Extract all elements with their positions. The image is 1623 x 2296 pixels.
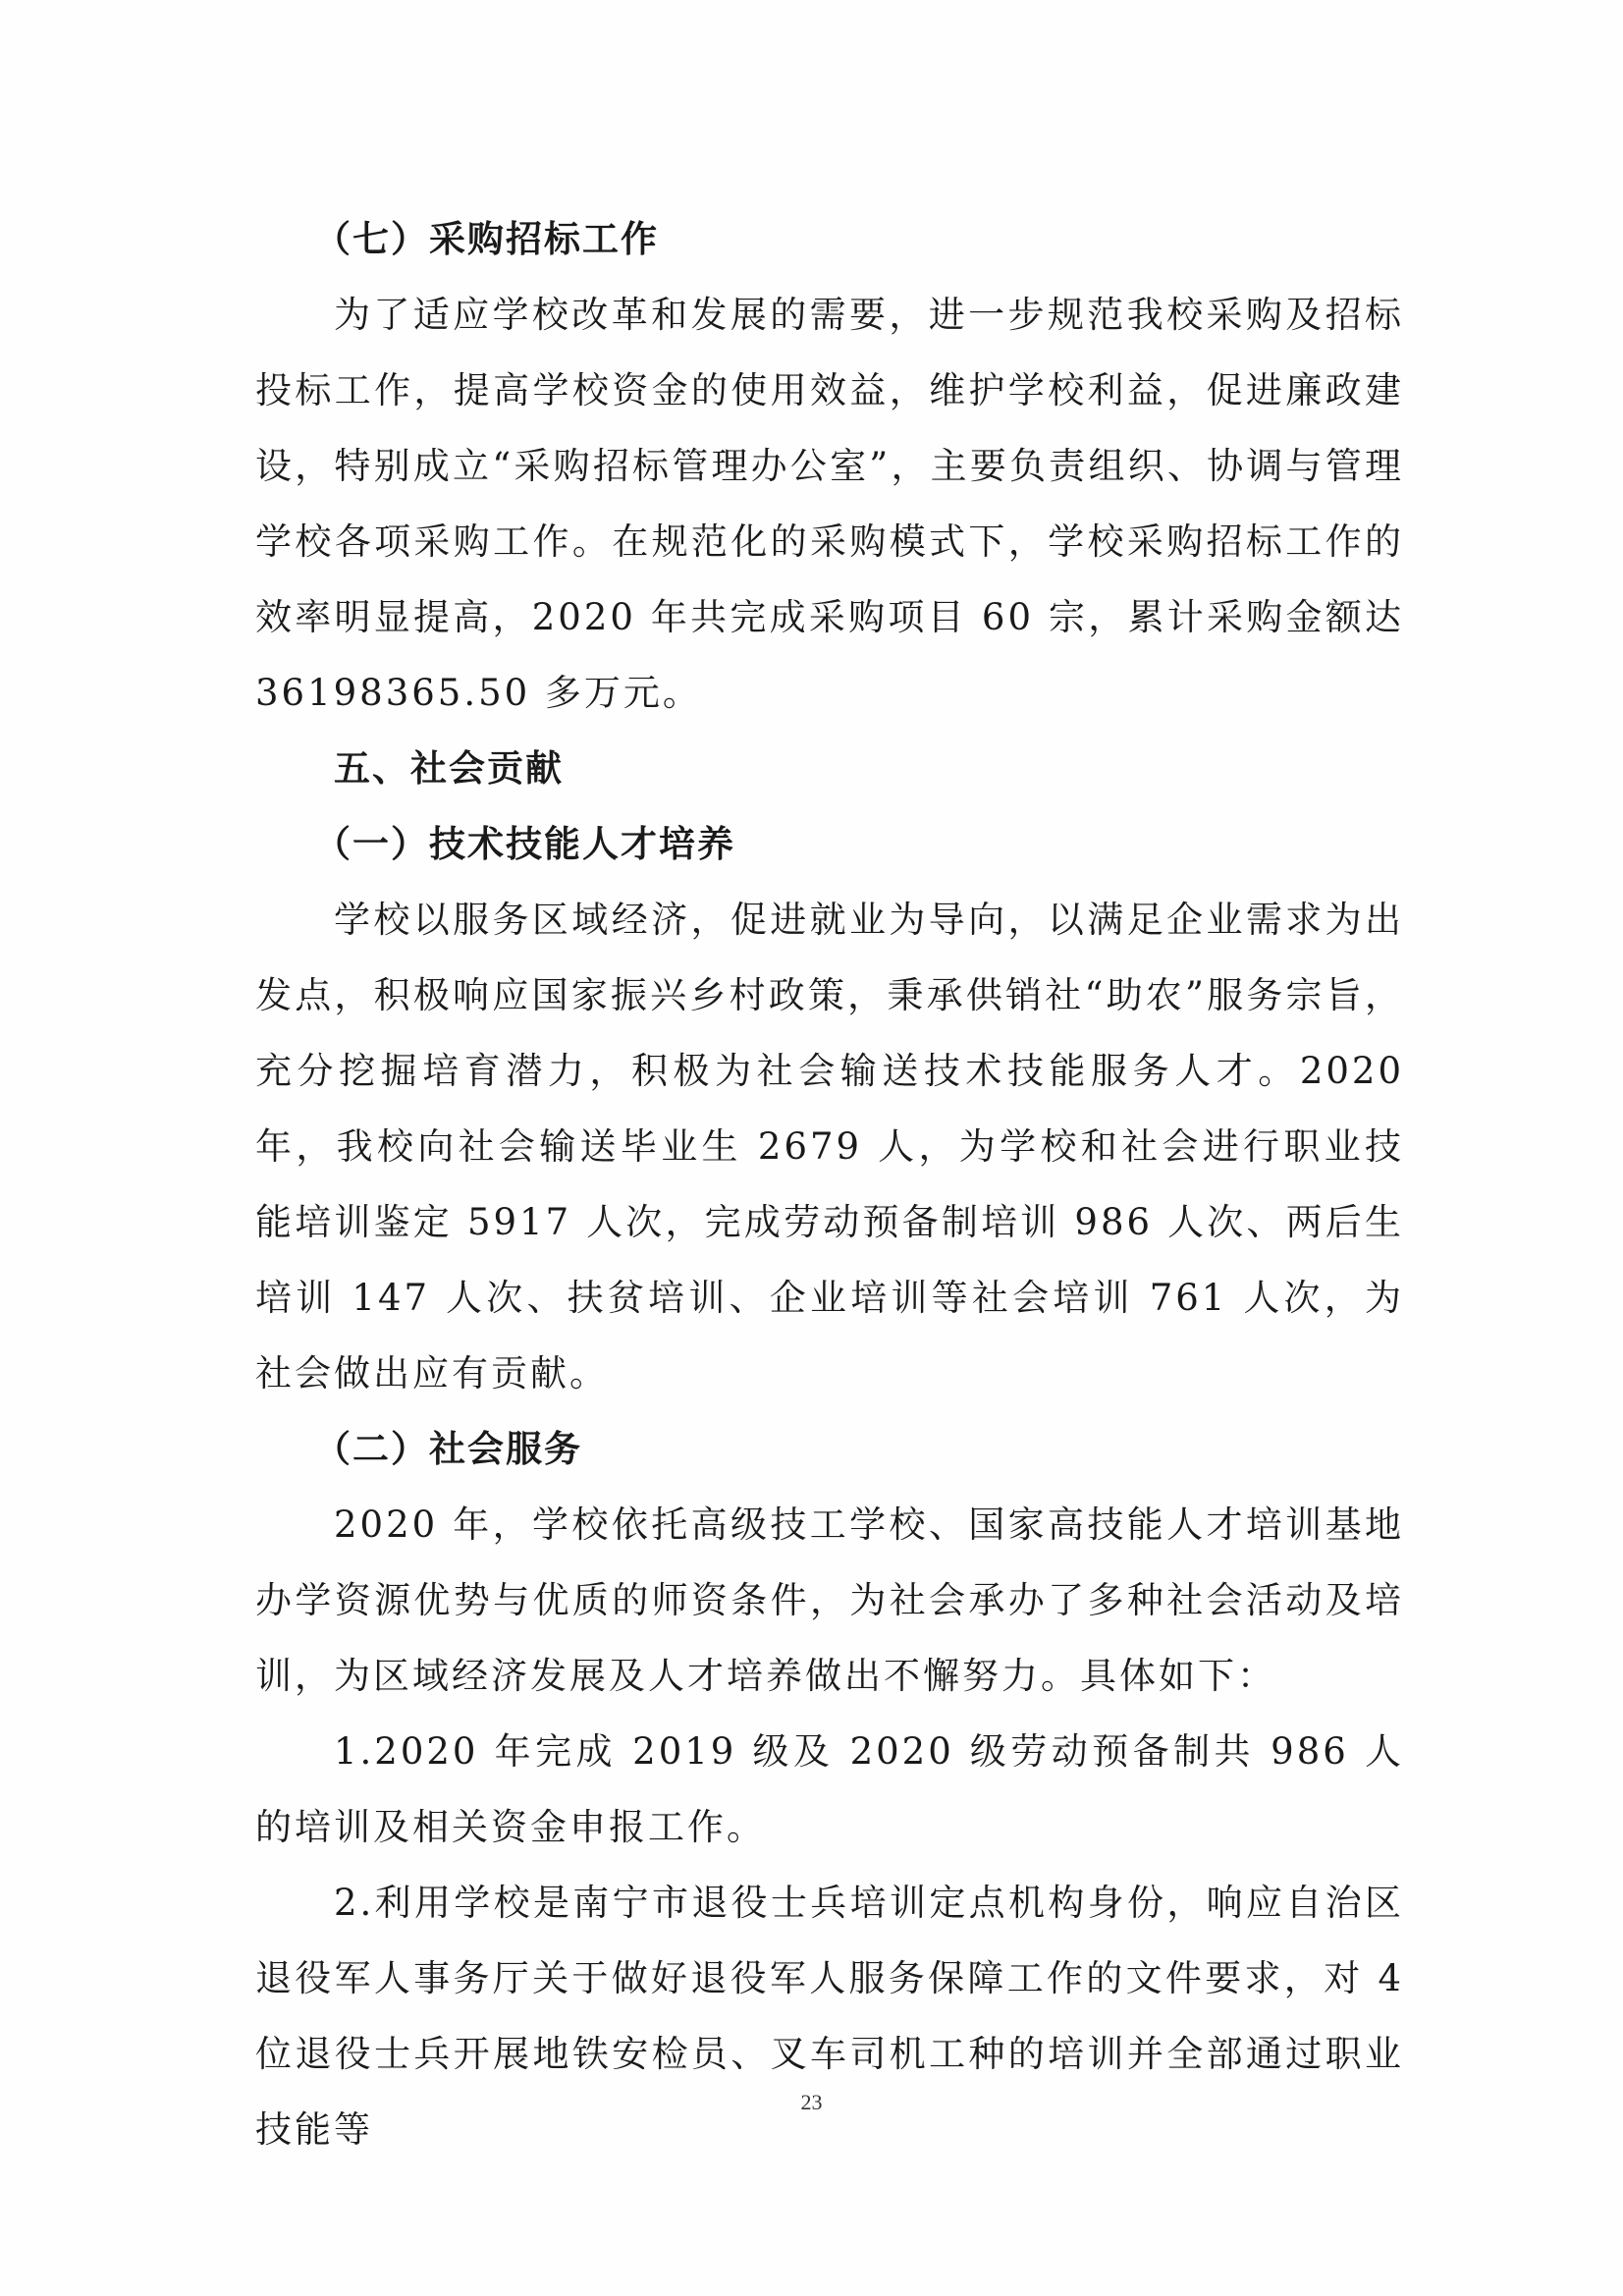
paragraph-list-item-2: 2.利用学校是南宁市退役士兵培训定点机构身份，响应自治区退役军人事务厅关于做好退役军人服务保障工作的文件要求，对 4 位退役士兵开展地铁安检员、叉车司机工种的培训并全部通过职业技能等	[255, 1882, 1404, 2151]
section-heading-social-contribution: 五、社会贡献	[334, 747, 564, 790]
subheading-procurement: （七）采购招标工作	[314, 218, 659, 260]
paragraph-list-item-1: 1.2020 年完成 2019 级及 2020 级劳动预备制共 986 人的培训及相关资金申报工作。	[255, 1730, 1404, 1848]
subheading-social-service: （二）社会服务	[314, 1428, 582, 1470]
document-body	[255, 201, 1404, 2167]
paragraph-social-service-intro: 2020 年，学校依托高级技工学校、国家高技能人才培训基地办学资源优势与优质的师资条件，为社会承办了多种社会活动及培训，为区域经济发展及人才培养做出不懈努力。具体如下：	[255, 1503, 1404, 1697]
paragraph-procurement: 为了适应学校改革和发展的需要，进一步规范我校采购及招标投标工作，提高学校资金的使用效益，维护学校利益，促进廉政建设，特别成立“采购招标管理办公室”，主要负责组织、协调与管理学校各项采购工作。在规范化的采购模式下，学校采购招标工作的效率明显提高，2020 年共完成采购项目 60 宗，累计采购金额达 36198365.50 多万元。	[255, 294, 1404, 714]
paragraph-talent-training: 学校以服务区域经济，促进就业为导向，以满足企业需求为出发点，积极响应国家振兴乡村政策，秉承供销社“助农”服务宗旨，充分挖掘培育潜力，积极为社会输送技术技能服务人才。2020 年，我校向社会输送毕业生 2679 人，为学校和社会进行职业技能培训鉴定 5917 人次，完成劳动预备制培训 986 人次、两后生培训 147 人次、扶贫培训、企业培训等社会培训 761 人次，为社会做出应有贡献。	[255, 899, 1404, 1394]
page-number: 23	[800, 2090, 823, 2114]
subheading-talent-training: （一）技术技能人才培养	[314, 823, 735, 865]
